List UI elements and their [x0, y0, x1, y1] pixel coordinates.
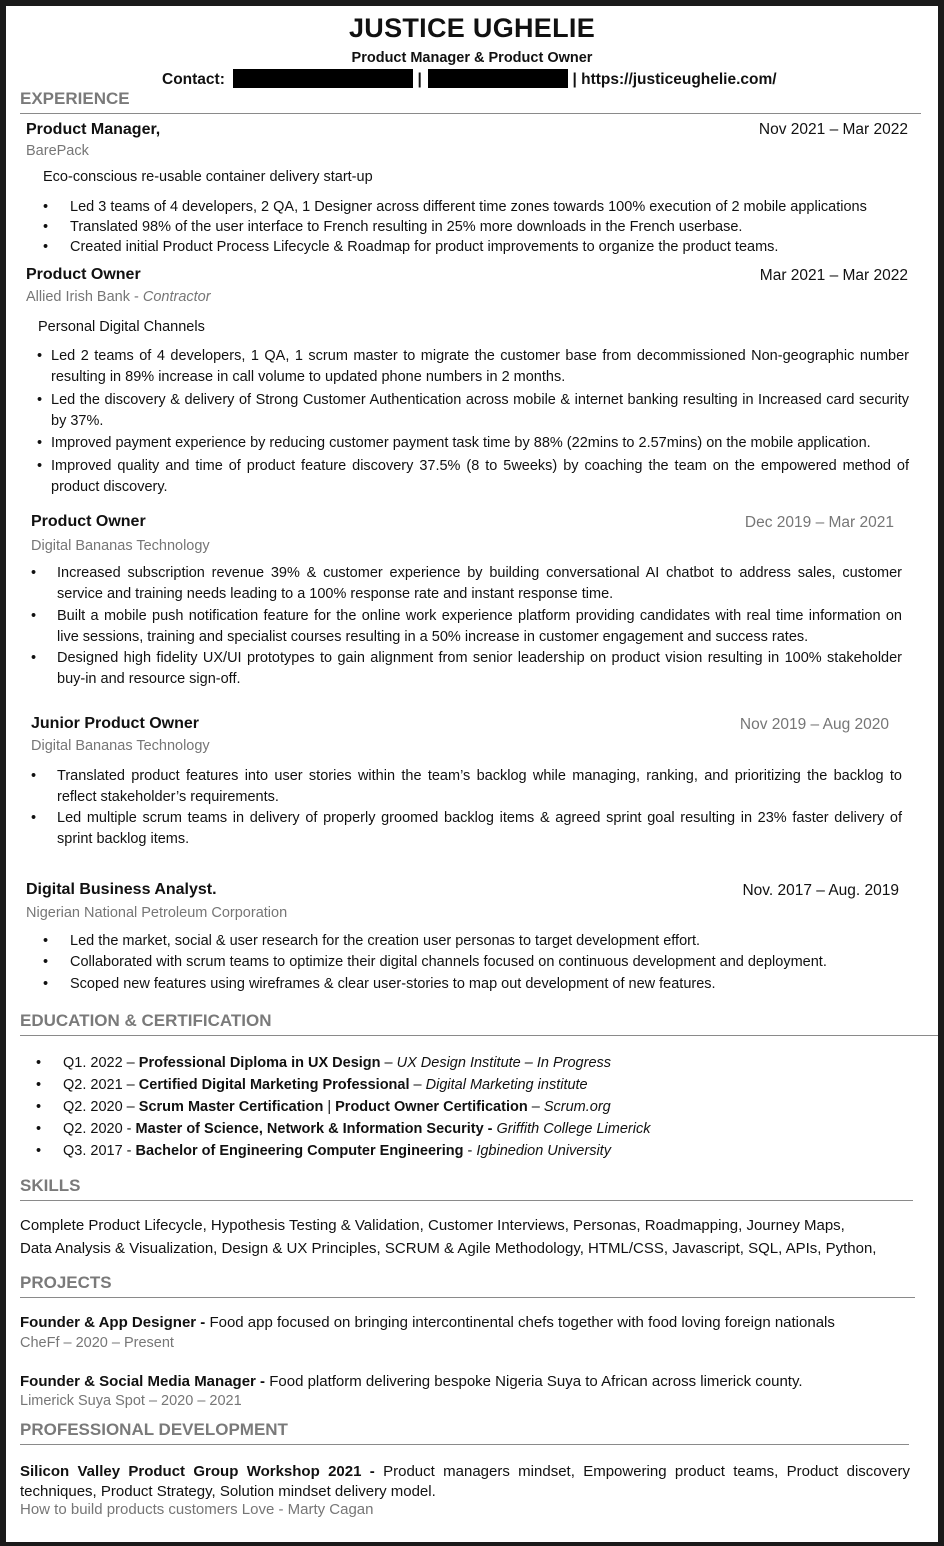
contact-label: Contact: — [162, 71, 225, 88]
section-professional-development-heading: PROFESSIONAL DEVELOPMENT — [20, 1420, 288, 1439]
job-summary: Eco-conscious re-usable container delivery start-up — [43, 169, 373, 185]
job-company: Digital Bananas Technology — [31, 538, 210, 554]
project-meta: CheFf – 2020 – Present — [20, 1335, 174, 1351]
section-experience-heading: EXPERIENCE — [20, 89, 130, 108]
job-title: Junior Product Owner — [31, 715, 200, 732]
job-title: Product Owner — [26, 266, 141, 283]
job-employment-type: Contractor — [142, 289, 211, 305]
skills-line: Data Analysis & Visualization, Design & UX Principles, SCRUM & Agile Methodology, HTML/CSS, Javascript, SQL, APIs, Python, — [20, 1240, 877, 1257]
project-role: Founder & Social Media Manager - — [20, 1373, 270, 1390]
job-summary: Personal Digital Channels — [38, 319, 205, 335]
project-role: Founder & App Designer - — [20, 1314, 210, 1331]
section-skills-heading: SKILLS — [20, 1176, 81, 1195]
job-company: BarePack — [26, 143, 89, 159]
job-dates: Mar 2021 – Mar 2022 — [759, 267, 908, 284]
job-dates: Nov. 2017 – Aug. 2019 — [742, 882, 899, 899]
job-title: Product Owner — [31, 513, 146, 530]
section-projects-heading: PROJECTS — [20, 1273, 112, 1292]
project-description: Food platform delivering bespoke Nigeria Suya to African across limerick county. — [269, 1373, 803, 1390]
contact-separator: | — [417, 71, 422, 88]
job-company: Allied Irish Bank - Contractor — [26, 289, 211, 305]
resume-page: JUSTICE UGHELIE Product Manager & Product Owner Contact: | | https://justiceughelie.com/ EXPERIENCE Product Manager, Nov 2021 – Mar 2022 BarePack Eco-conscious re-usable container delivery start-up • Led 3 teams of 4 developers, 2 QA, 1 Designer across different time zones towards 100% execution of 2 mobile applications • Translated 98% of the user interface to French resulting in 25% more downloads in the French userbase. • Created initial Product Process Lifecycle & Roadmap for product improvements to organize the product teams. Product Owner Mar 2021 – Mar 2022 Allied Irish Bank - Contractor Personal Digital Channels • Led 2 teams of 4 developers, 1 QA, 1 scrum master to migrate the customer base from decommissioned Non-geographic number resulting in 89% increase in call volume to updated phone numbers in 2 months. • Led the discovery & delivery of Strong Customer Authentication across mobile & internet banking resulting in Increased card security by 37%. • Improved payment experience by reducing customer payment task time by 88% (22mins to 2.57mins) on the mobile application. • Improved quality and time of product feature discovery 37.5% (8 to 5weeks) by coaching the team on the empowered method of product discovery. Product Owner Dec 2019 – Mar 2021 Digital Bananas Technology • Increased subscription revenue 39% & customer experience by building conversational AI chatbot to address sales, customer service and training needs leading to a 100% response rate and instant response time. • Built a mobile push notification feature for the online work experience platform providing candidates with real time information on live sessions, training and specialist courses resulting in a 50% increase in customer engagement and success rates. • Designed high fidelity UX/UI prototypes to gain alignment from senior leadership on product vision resulting in 100% stakeholder buy-in and resource sign-off. Junior Product Owner Nov 2019 – Aug 2020 Digital Bananas Technology • Translated product features into user stories within the team’s backlog while managing, ranking, and prioritizing the backlog to reflect stakeholder’s requirements. • Led multiple scrum teams in delivery of properly groomed backlog items & agreed sprint goal resulting in 23% faster delivery of sprint backlog items. Digital Business Analyst. Nov. 2017 – Aug. 2019 Nigerian National Petroleum Corporation • Led the market, social & user research for the creation user personas to target development effort. • Collaborated with scrum teams to optimize their digital channels focused on continuous development and deployment. • Scoped new features using wireframes & clear user-stories to map out development of new features. EDUCATION & CERTIFICATION • Q1. 2022 – Professional Diploma in UX Design – UX Design Institute – In Progress • Q2. 2021 – Certified Digital Marketing Professional – Digital Marketing institute • Q2. 2020 – Scrum Master Certification | Product Owner Certification – Scrum.org • Q2. 2020 - Master of Science, Network & Information Security - Griffith College Limerick • Q3. 2017 - Bachelor of Engineering Computer Engineering - Igbinedion University SKILLS Complete Product Lifecycle, Hypothesis Testing & Validation, Customer Interviews, Personas, Roadmapping, Journey Maps, Data Analysis & Visualization, Design & UX Principles, SCRUM & Agile Methodology, HTML/CSS, Javascript, SQL, APIs, Python, PROJECTS Founder & App Designer - Food app focused on bringing intercontinental chefs together with food loving foreign nationals CheFf – 2020 – Present Founder & Social Media Manager - Food platform delivering bespoke Nigeria Suya to African across limerick county. Limerick Suya Spot – 2020 – 2021 PROFESSIONAL DEVELOPMENT Silicon Valley Product Group Workshop 2021 - Product managers mindset, Empowering product teams, Product discovery techniques, Product Strategy, Solution mindset delivery model. How to build products customers Love - Marty Cagan — [0, 0, 944, 1546]
candidate-headline: Product Manager & Product Owner — [351, 50, 593, 66]
workshop-description: Product managers mindset, Empowering product teams, Product discovery techniques, Product Strategy, Solution mindset delivery model. — [20, 1463, 910, 1500]
workshop-title: Silicon Valley Product Group Workshop 2021 - — [20, 1463, 384, 1480]
job-company: Digital Bananas Technology — [31, 738, 210, 754]
workshop-note: How to build products customers Love - Marty Cagan — [20, 1501, 374, 1518]
skills-line: Complete Product Lifecycle, Hypothesis Testing & Validation, Customer Interviews, Personas, Roadmapping, Journey Maps, — [20, 1217, 845, 1234]
job-dates: Dec 2019 – Mar 2021 — [744, 514, 894, 531]
job-title: Product Manager, — [26, 121, 161, 138]
job-title: Digital Business Analyst. — [26, 881, 217, 898]
section-education-heading: EDUCATION & CERTIFICATION — [20, 1011, 272, 1030]
job-dates: Nov 2019 – Aug 2020 — [739, 716, 889, 733]
job-company: Nigerian National Petroleum Corporation — [26, 905, 288, 921]
project-description: Food app focused on bringing intercontinental chefs together with food loving foreign nationals — [209, 1314, 835, 1331]
website-link[interactable]: | https://justiceughelie.com/ — [572, 71, 777, 88]
candidate-name: JUSTICE UGHELIE — [348, 13, 596, 43]
job-dates: Nov 2021 – Mar 2022 — [758, 121, 908, 138]
project-meta: Limerick Suya Spot – 2020 – 2021 — [20, 1393, 242, 1409]
